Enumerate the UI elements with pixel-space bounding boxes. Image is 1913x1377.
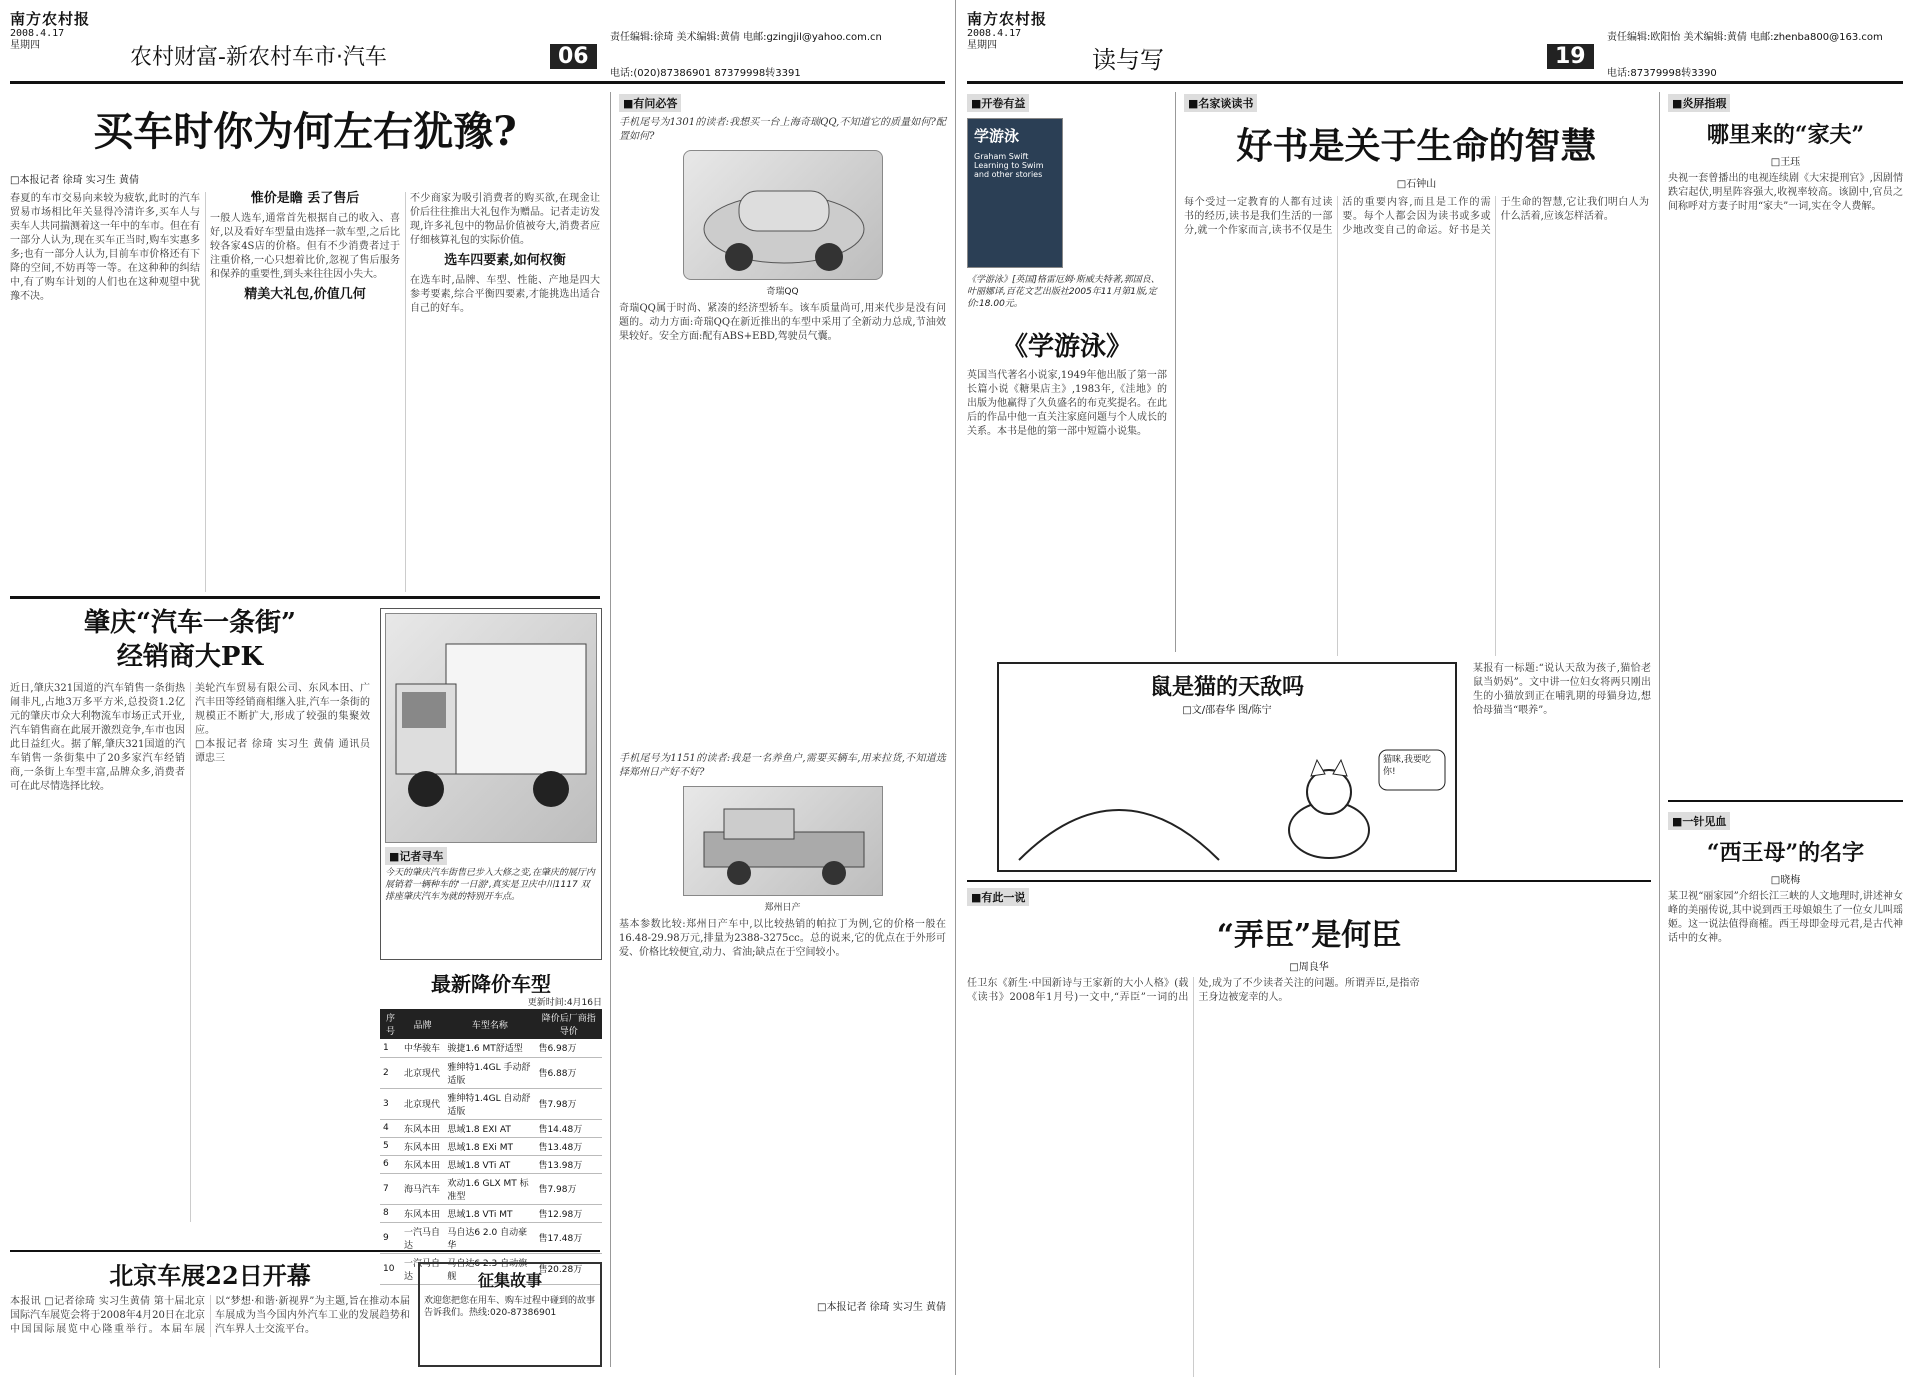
phone-info: 电话:(020)87386901 87379998转3391 <box>610 68 801 79</box>
table-cell: 售17.48万 <box>535 1222 602 1253</box>
zhaoqing-sign: □本报记者 徐琦 实习生 黄倩 通讯员 谭忠三 <box>195 739 370 764</box>
table-cell: 2 <box>380 1057 401 1088</box>
book-tag: ■开卷有益 <box>967 94 1029 112</box>
lead-body <box>10 192 600 592</box>
table-row <box>380 1204 602 1222</box>
table-cell: 7 <box>380 1173 401 1204</box>
price-header-cell: 降价后厂商指导价 <box>535 1009 602 1039</box>
car-caption-qq: 奇瑞QQ <box>766 287 799 297</box>
newspaper-logo: 南方农村报 <box>10 10 91 28</box>
main-headline: 好书是关于生命的智慧 <box>1236 125 1597 167</box>
editor-info: 责任编辑:欧阳怡 美术编辑:黄倩 电邮:zhenba800@163.com <box>1607 32 1883 43</box>
table-cell: 售20.28万 <box>535 1253 602 1284</box>
story-box <box>418 1262 602 1367</box>
cartoon-box <box>997 662 1457 872</box>
beijing-body: 本报讯 □记者徐琦 实习生黄倩 第十届北京国际汽车展览会将于2008年4月20日在北京中国国际展览中心隆重举行。本届车展以“梦想·和谐·新视界”为主题,旨在推动本届车展成为当今国内外汽车工业的发展趋势和汽车界人士交流平台。 <box>10 1296 410 1335</box>
book-caption: 《学游泳》[英国]格雷厄姆·斯威夫特著,郭国良、叶丽娜译,百花文艺出版社2005年11月第1版,定价:18.00元。 <box>967 275 1160 309</box>
car-caption-nissan: 郑州日产 <box>764 903 801 913</box>
newspaper-logo: 南方农村报 <box>967 10 1048 28</box>
book-title: 《学游泳》 <box>1001 332 1132 362</box>
table-cell: 3 <box>380 1088 401 1119</box>
table-row <box>380 1057 602 1088</box>
truck-icon <box>386 614 598 844</box>
left-masthead <box>10 6 945 84</box>
side1-headline: 哪里来的“家夫” <box>1706 122 1865 148</box>
lead-paragraph: 不少商家为吸引消费者的购买欲,在现金让价后往往推出大礼包作为赠品。记者走访发现,许多礼包中的物品价值被夸大,消费者应仔细核算礼包的实际价值。 <box>410 193 600 246</box>
table-cell: 东风本田 <box>401 1155 444 1173</box>
story-title: 征集故事 <box>477 1271 542 1290</box>
lead-subhead: 选车四要素,如何权衡 <box>444 253 566 268</box>
speech-bubble: 猫咪,我要吃你! <box>1383 755 1431 777</box>
left-page <box>0 0 956 1375</box>
lead-paragraph: 在选车时,品牌、车型、性能、产地是四大参考要素,综合平衡四要素,才能挑选出适合自己的好车。 <box>410 275 600 314</box>
table-cell: 售13.98万 <box>535 1155 602 1173</box>
table-cell: 6 <box>380 1155 401 1173</box>
side1-tag: ■炎屏指瑕 <box>1668 94 1730 112</box>
lead-headline: 买车时你为何左右犹豫? <box>93 108 517 155</box>
side2-body: 某卫视“丽家园”介绍长江三峡的人文地理时,讲述神女峰的美丽传说,其中说到西王母娘娘生了一位女儿叫瑶姬。这一说法值得商榷。西王母即金母元君,是古代神话中的女神。 <box>1668 891 1903 944</box>
table-cell: 一汽马自达 <box>401 1222 444 1253</box>
table-row <box>380 1173 602 1204</box>
ask-question-1: 手机尾号为1301的读者:我想买一台上海奇瑞QQ,不知道它的质量如何?配置如何? <box>619 117 946 142</box>
table-cell: 北京现代 <box>401 1057 444 1088</box>
table-cell: 9 <box>380 1222 401 1253</box>
book-cover <box>967 118 1063 268</box>
right-masthead <box>967 6 1903 84</box>
lead-paragraph: 一般人选车,通常首先根据自己的收入、喜好,以及看好车型量由选择一款车型,之后比较各家4S店的价格。但有不少消费者过于注重价格,一心只想着比价,忽视了售后服务和保养的重要性,到头来往往因小失大。 <box>210 213 400 280</box>
side1-body: 央视一套曾播出的电视连续剧《大宋提刑官》,因剧情跌宕起伏,明星阵容强大,收视率较高。该剧中,官员之间称呼对方妻子时用“家夫”一词,实在令人费解。 <box>1668 173 1903 212</box>
lead-subhead: 惟价是瞻 丢了售后 <box>250 191 360 206</box>
table-row <box>380 1119 602 1137</box>
table-cell: 8 <box>380 1204 401 1222</box>
photo-tag: ■记者寻车 <box>385 847 447 865</box>
cartoon-text: 某报有一标题:“说认天敌为孩子,猫恰老鼠当奶妈”。文中讲一位妇女将两只刚出生的小猫放到正在哺乳期的母猫身边,想恰母猫当“喂养”。 <box>1473 663 1651 716</box>
weekday-text: 星期四 <box>10 40 40 51</box>
main-article <box>1175 92 1649 652</box>
table-cell: 东风本田 <box>401 1119 444 1137</box>
price-header-cell: 品牌 <box>401 1009 444 1039</box>
main-body: 每个受过一定教育的人都有过读书的经历,读书是我们生活的一部分,就一个作家而言,读书不仅是生活的重要内容,而且是工作的需要。每个人都会因为读书或多或少地改变自己的命运。好书是关于生命的智慧,它让我们明白人为什么活着,应该怎样活着。 <box>1184 197 1649 236</box>
table-cell: 一汽马自达 <box>401 1253 444 1284</box>
price-table <box>380 1009 602 1285</box>
table-cell: 售7.98万 <box>535 1173 602 1204</box>
car-icon <box>684 151 884 281</box>
table-cell: 思域1.8 VTi AT <box>444 1155 535 1173</box>
table-row <box>380 1155 602 1173</box>
table-cell: 海马汽车 <box>401 1173 444 1204</box>
date-text: 2008.4.17 <box>967 28 1022 39</box>
page-number: 19 <box>1547 44 1594 69</box>
ask-column <box>610 92 946 1367</box>
side2-tag: ■一针见血 <box>1668 812 1730 830</box>
section-divider <box>967 880 1651 882</box>
ask-answer-2: 基本参数比较:郑州日产车中,以比较热销的帕拉丁为例,它的价格一般在16.48-29.98万元,排量为2388-3275cc。总的说来,它的优点在于外形可爱、价格比较便宜,动力、省油;缺点在于空间较小。 <box>619 919 946 958</box>
table-cell: 售12.98万 <box>535 1204 602 1222</box>
editor-info: 责任编辑:徐琦 美术编辑:黄倩 电邮:gzingjil@yahoo.com.cn <box>610 32 882 43</box>
idiom-tag: ■有此一说 <box>967 888 1029 906</box>
ask-question-2: 手机尾号为1151的读者:我是一名养鱼户,需要买辆车,用来拉货,不知道选择郑州日产好不好? <box>619 753 946 778</box>
table-cell: 售6.88万 <box>535 1057 602 1088</box>
right-page <box>957 0 1913 1375</box>
section-divider <box>1668 800 1903 802</box>
truck-caption: 今天的肇庆汽车街售已步入大修之变,在肇庆的展厅内展销着一辆种车的'一日游',真实是卫庆中川1117 双排座肇庆汽车为就的特别开车点。 <box>385 868 595 902</box>
side1-byline: □王珏 <box>1770 157 1801 168</box>
table-cell: 5 <box>380 1137 401 1155</box>
phone-info: 电话:87379998转3390 <box>1607 68 1717 79</box>
ask-answer-1: 奇瑞QQ属于时尚、紧凑的经济型轿车。该车质量尚可,用来代步是没有问题的。动力方面:奇瑞QQ在新近推出的车型中采用了全新动力总成,节油效果较好。安全方面:配有ABS+EBD,驾驶员气囊。 <box>619 303 946 342</box>
price-header-cell: 序号 <box>380 1009 401 1039</box>
lead-subhead: 精美大礼包,价值几何 <box>244 287 366 302</box>
cartoon-title: 鼠是猫的天敌吗 <box>1149 674 1304 700</box>
lead-byline: □本报记者 徐琦 实习生 黄倩 <box>10 175 139 186</box>
table-cell: 北京现代 <box>401 1088 444 1119</box>
table-cell: 马自达6 2.3 自动旗舰 <box>444 1253 535 1284</box>
issue-date <box>967 28 1021 52</box>
zhaoqing-paragraph: 美轮汽车贸易有限公司、东风本田、广汽丰田等经销商相继入驻,汽车一条街的规模正不断扩大,形成了较强的集聚效应。 <box>195 683 370 736</box>
table-cell: 思域1.8 EXI AT <box>444 1119 535 1137</box>
car-photo-qq <box>683 150 883 280</box>
table-row <box>380 1039 602 1057</box>
zhaoqing-paragraph: 近日,肇庆321国道的汽车销售一条街热闹非凡,占地3万多平方米,总投资1.2亿元的肇庆市众大利物流车市场正式开业,汽车销售商在此展开激烈竞争,车市也因此日益红火。据了解,肇庆321国道的汽车销售一条街集中了20多家汽车经销商,一条街上车型丰富,品牌众多,消费者可在此尽情选择比较。 <box>10 683 185 792</box>
pickup-truck-icon <box>684 787 884 897</box>
table-cell: 东风本田 <box>401 1204 444 1222</box>
side-column <box>1659 92 1903 1368</box>
zhaoqing-headline: 肇庆“汽车一条街” 经销商大PK <box>84 608 296 672</box>
section-title: 读与写 <box>1092 46 1164 74</box>
lead-article <box>10 92 600 592</box>
idiom-byline: □周良华 <box>1289 962 1329 973</box>
beijing-headline: 北京车展22日开幕 <box>109 1261 311 1290</box>
table-cell: 思域1.8 EXi MT <box>444 1137 535 1155</box>
main-byline: □石钟山 <box>1396 179 1437 190</box>
ask-sign: □本报记者 徐琦 实习生 黄倩 <box>817 1302 946 1313</box>
cartoon-author: □文/邵春华 图/陈宁 <box>1182 705 1272 716</box>
table-cell: 4 <box>380 1119 401 1137</box>
idiom-headline: “弄臣”是何臣 <box>1216 918 1402 953</box>
ask-tag: ■有问必答 <box>619 94 681 112</box>
page-number: 06 <box>550 44 597 69</box>
cover-title: 学游泳 <box>974 127 1020 145</box>
table-cell: 雅绅特1.4GL 手动舒适版 <box>444 1057 535 1088</box>
table-cell: 10 <box>380 1253 401 1284</box>
table-cell: 东风本田 <box>401 1137 444 1155</box>
section-title: 农村财富-新农村车市·汽车 <box>130 45 387 70</box>
zhaoqing-article <box>10 606 370 1246</box>
side2-headline: “西王母”的名字 <box>1706 840 1865 866</box>
table-row <box>380 1088 602 1119</box>
table-cell: 售14.48万 <box>535 1119 602 1137</box>
table-row <box>380 1222 602 1253</box>
story-text: 欢迎您把您在用车、购车过程中碰到的故事告诉我们。热线:020-87386901 <box>424 1296 596 1318</box>
table-cell: 雅绅特1.4GL 自动舒适版 <box>444 1088 535 1119</box>
truck-photo <box>385 613 597 843</box>
table-cell: 马自达6 2.0 自动豪华 <box>444 1222 535 1253</box>
table-cell: 骏捷1.6 MT舒适型 <box>444 1039 535 1057</box>
truck-photo-box <box>380 608 602 960</box>
section-divider <box>10 1250 600 1252</box>
cover-subtitle: Graham Swift Learning to Swim and other stories <box>974 152 1044 179</box>
table-cell: 售7.98万 <box>535 1088 602 1119</box>
price-title: 最新降价车型 <box>431 972 551 996</box>
idiom-article <box>967 886 1651 1368</box>
table-cell: 售13.48万 <box>535 1137 602 1155</box>
table-cell: 思域1.8 VTi MT <box>444 1204 535 1222</box>
zhaoqing-body <box>10 682 370 1222</box>
idiom-body: 任卫东《新生·中国新诗与王家新的大小人格》(载《读书》2008年1月号)一文中,“弄臣”一词的出处,成为了不少读者关注的问题。所谓弄臣,是指帝王身边被宠幸的人。 <box>967 978 1420 1003</box>
main-tag: ■名家谈读书 <box>1184 94 1257 112</box>
side2-byline: □晓梅 <box>1770 875 1801 886</box>
book-body: 英国当代著名小说家,1949年他出版了第一部长篇小说《糖果店主》,1983年,《洼地》的出版为他赢得了久负盛名的布克奖提名。在此后的作品中他一直关注家庭问题与个人成长的关系。本书是他的第一部中短篇小说集。 <box>967 370 1167 437</box>
weekday-text: 星期四 <box>967 40 997 51</box>
issue-date <box>10 28 64 52</box>
date-text: 2008.4.17 <box>10 28 65 39</box>
table-cell: 售6.98万 <box>535 1039 602 1057</box>
price-updated: 更新时间:4月16日 <box>527 998 602 1008</box>
cat-mouse-illustration <box>999 720 1455 870</box>
table-cell: 中华骏车 <box>401 1039 444 1057</box>
car-photo-nissan <box>683 786 883 896</box>
lead-paragraph: 春夏的车市交易向来较为疲软,此时的汽车贸易市场相比年关显得冷清许多,买车人与卖车人共同揣测着这一年中的车市。但在有一部分人认为,现在买车正当时,购车实惠多多;也有一部分人认为,目前车市价格还有下降的空间,不妨再等一等。在这种种的纠结中,有了购车计划的人们也在这种观望中犹豫不决。 <box>10 193 200 302</box>
table-cell: 1 <box>380 1039 401 1057</box>
price-header-cell: 车型名称 <box>444 1009 535 1039</box>
table-cell: 欢动1.6 GLX MT 标准型 <box>444 1173 535 1204</box>
table-row <box>380 1137 602 1155</box>
section-divider <box>10 596 600 599</box>
beijing-article <box>10 1256 410 1371</box>
